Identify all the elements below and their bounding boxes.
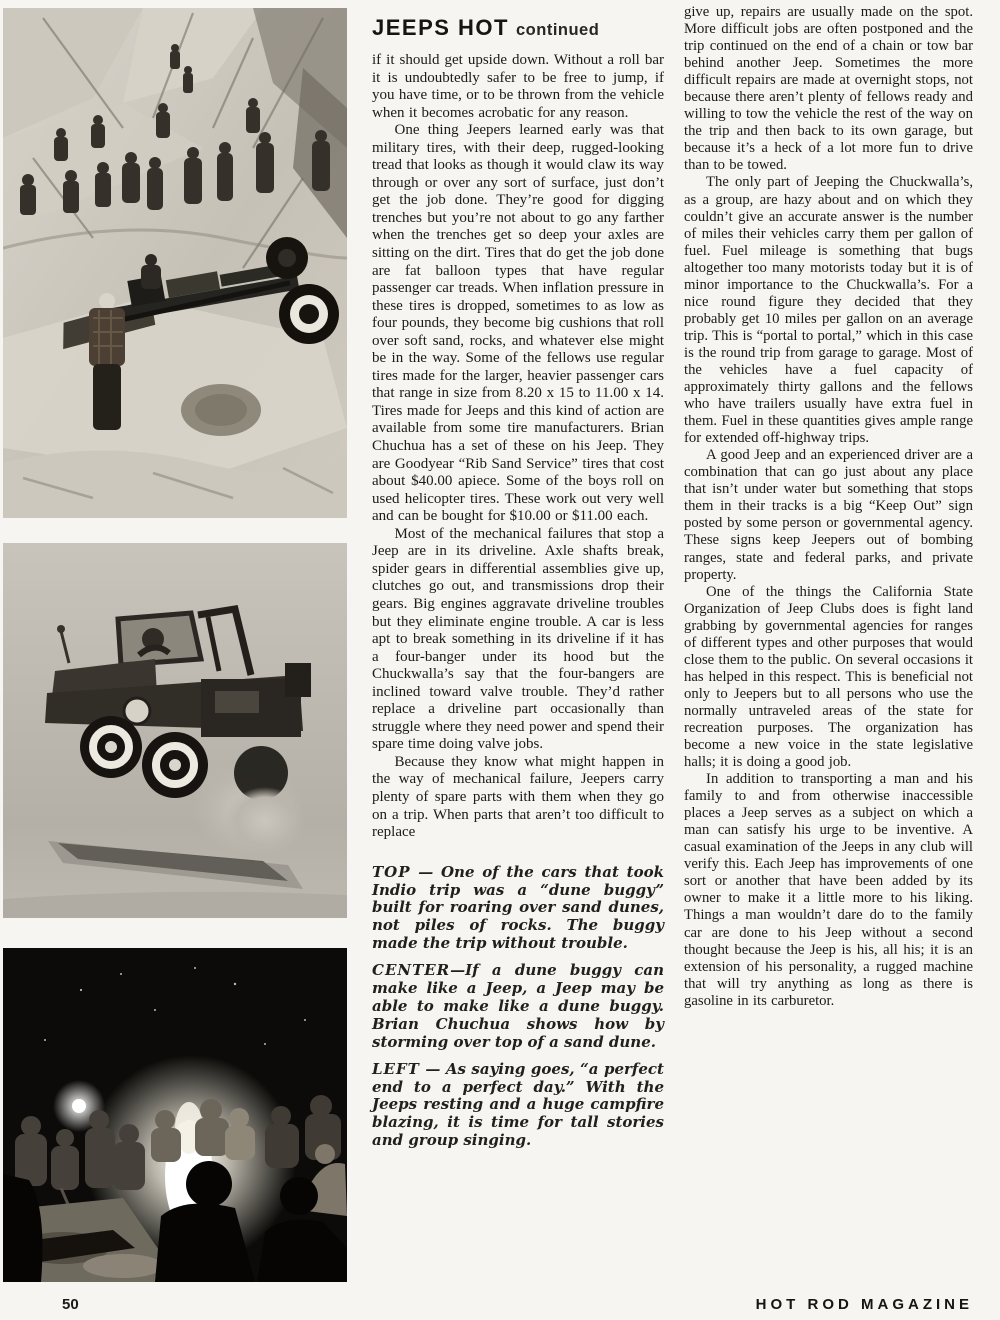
paragraph: Because they know what might happen in the way of mechanical failure, Jeepers carry plenty of spare parts with them when they go on a trip. When parts that aren’t too difficult to replace xyxy=(372,753,664,841)
paragraph: The only part of Jeeping the Chuckwalla’s, as a group, are hazy about and on which they couldn’t give an accurate answer is the number of miles their vehicles carry them per gallon of fuel. Fuel mileage is something that bugs altogether too many motorists today but it is of minor importance to the Chuckwalla’s. For a nice round figure they decided that they probably get 10 miles per gallon on an average trip. This is “portal to portal,” which in this case is the round trip from garage to garage. Most of the vehicles have a fuel capacity of approximately thirty gallons and the fellows who have trailers usually have extra fuel in them. Fuel in these quantities gives ample range for extended off-highway trips. xyxy=(684,174,973,447)
paragraph: One of the things the California State Organization of Jeep Clubs does is fight land grabbing by governmental agencies for ranges of different types and other purposes that would close them to the public. On several occasions it has helped in this respect. This is beneficial not only to Jeepers but to all persons who use the normally untraveled areas of the state for recreation purposes. The organization has become a new voice in the state legislative halls; it is doing a good job. xyxy=(684,583,973,771)
caption-text: — As saying goes, “a perfect end to a perfect day.” With the Jeeps resting and a huge campfire blazing, it is time for tall stories and group singing. xyxy=(372,1059,664,1150)
caption-top xyxy=(372,864,664,954)
jeep-jump-photo-illustration xyxy=(3,543,347,918)
paragraph: In addition to transporting a man and his family to and from otherwise inaccessible places a Jeep serves as a subject on which a man can satisfy his urge to be inventive. A casual examination of the Jeeps in any club will verify this. Each Jeep has improvements of one sort or another that have been added by its owner to make it a little more to his liking. Things a man wouldn’t dare do to the family car are done to his Jeep without a second thought because the Jeep is his, all his; it is an extension of his personality, a rugged machine that will try anything as long as there is gasoline in its carburetor. xyxy=(684,771,973,1009)
magazine-name: HOT ROD MAGAZINE xyxy=(755,1296,973,1313)
caption-center xyxy=(372,962,664,1052)
caption-text: —If a dune buggy can make like a Jeep, a Jeep may be able to make like a dune buggy. Brian Chuchua shows how by storming over top of a sand dune. xyxy=(372,961,664,1051)
paragraph: if it should get upside down. Without a roll bar it is undoubtedly safer to be free to jump, if you have time, or to be thrown from the vehicle when it becomes acrobatic for any reason. xyxy=(372,52,664,121)
caption-lead: LEFT xyxy=(372,1059,420,1078)
caption-left xyxy=(372,1061,664,1151)
caption-lead: TOP xyxy=(372,862,411,881)
paragraph: give up, repairs are usually made on the spot. More difficult jobs are often postponed and the trip continued on the end of a chain or tow bar behind another Jeep. Sometimes the more difficult repairs are made at overnight stops, not because there aren’t plenty of fellows ready and willing to tow the vehicle the rest of the way on the trip and then back to its own garage, but because it’s a heck of a lot more fun to drive than to be towed. xyxy=(684,4,973,174)
paragraph: Most of the mechanical failures that stop a Jeep are in its driveline. Axle shafts break, spider gears in differential assemblies give up, clutches go out, and transmissions drop their gears. Big engines aggravate driveline troubles but they eliminate engine trouble. A car is less apt to break something in its driveline if it has a four-banger under its hood but the Chuckwalla’s say that the four-bangers are inclined toward valve trouble. They’d rather replace a driveline part occasionally than struggle where they need power and spend their spare time doing valve jobs. xyxy=(372,525,664,753)
photo-jeep-jump xyxy=(3,543,347,918)
photo-captions xyxy=(372,864,664,1151)
paragraph: One thing Jeepers learned early was that military tires, with their deep, rugged-looking tread that looks as though it would claw its way through or over any sort of surface, just don’t get the job done. They’re good for digging trenches but you’re not about to go any farther when the trenches get so deep your axles are sitting on the dirt. Tires that do get the job done are fat balloon types that have regular passenger car treads. When inflation pressure in these tires is dropped, sometimes to as low as four pounds, they become big cushions that roll over soft sand, rocks, and whatever else might be in the way. Some of the fellows use regular tires made for the larger, heavier passenger cars that range in size from 8.20 x 15 to 11.00 x 14. Tires made for Jeeps and this kind of action are available from some tire manufacturers. Brian Chuchua has a set of these on his Jeep. They are Goodyear “Rib Sand Service” tires that cost about $40.00 apiece. Some of the boys roll on used helicopter tires. These work out very well and can be bought for $10.00 or $11.00 each. xyxy=(372,122,664,525)
article-title: JEEPS HOT xyxy=(372,15,509,40)
continued-label: continued xyxy=(515,21,600,39)
rock-crawl-photo-illustration xyxy=(3,8,347,518)
page-number: 50 xyxy=(62,1296,79,1313)
photo-campfire xyxy=(3,948,347,1282)
caption-text: — One of the cars that took Indio trip was a “dune buggy” built for roaring over sand dunes, not piles of rocks. The buggy made the trip without trouble. xyxy=(372,862,664,953)
campfire-photo-illustration xyxy=(3,948,347,1282)
article-column-middle xyxy=(372,6,664,1159)
article-column-right xyxy=(684,4,973,1010)
caption-lead: CENTER xyxy=(372,961,451,980)
paragraph: A good Jeep and an experienced driver are a combination that can go just about any place that isn’t under water but something that stops them in their tracks is a big “Keep Out” sign posted by some person or governmental agency. These signs keep Jeepers out of bombing ranges, state and federal parks, and private property. xyxy=(684,447,973,583)
photo-rock-crawl-scene xyxy=(3,8,347,518)
article-header xyxy=(372,6,664,43)
